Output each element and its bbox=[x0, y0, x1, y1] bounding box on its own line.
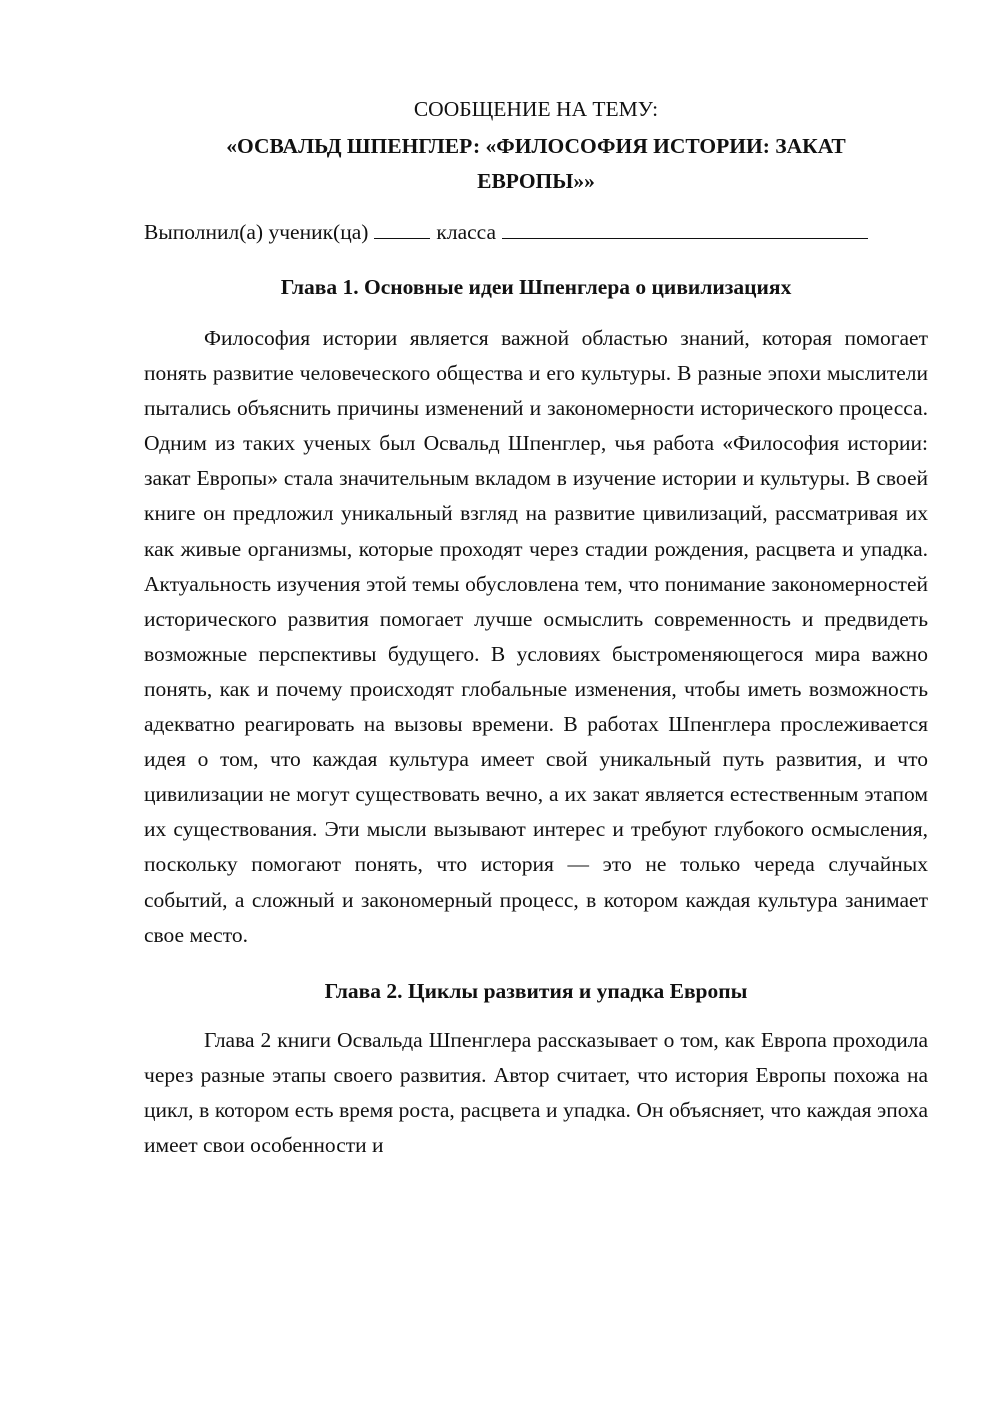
author-middle: класса bbox=[436, 220, 497, 244]
name-blank bbox=[502, 216, 868, 239]
document-header: СООБЩЕНИЕ НА ТЕМУ: bbox=[413, 97, 659, 121]
author-line bbox=[144, 215, 928, 250]
author-prefix: Выполнил(а) ученик(ца) bbox=[144, 220, 369, 244]
chapter-1-heading: Глава 1. Основные идеи Шпенглера о цивилизациях bbox=[280, 275, 792, 299]
chapter-2-heading: Глава 2. Циклы развития и упадка Европы bbox=[324, 978, 748, 1003]
document-title-line-1: «ОСВАЛЬД ШПЕНГЛЕР: «ФИЛОСОФИЯ ИСТОРИИ: ЗАКАТ bbox=[226, 134, 846, 158]
chapter-1-paragraph: Философия истории является важной областью знаний, которая помогает понять развитие человеческого общества и его культуры. В разные эпохи мыслители пытались объяснить причины изменений и закономерности исторического процесса. Одним из таких ученых был Освальд Шпенглер, чья работа «Философия истории: закат Европы» стала значительным вкладом в изучение истории и культуры. В своей книге он предложил уникальный взгляд на развитие цивилизаций, рассматривая их как живые организмы, которые проходят через стадии рождения, расцвета и упадка. Актуальность изучения этой темы обусловлена тем, что понимание закономерностей исторического развития помогает лучше осмыслить современность и предвидеть возможные перспективы будущего. В условиях быстроменяющегося мира важно понять, как и почему происходят глобальные изменения, чтобы иметь возможность адекватно реагировать на вызовы времени. В работах Шпенглера прослеживается идея о том, что каждая культура имеет свой уникальный путь развития, и что цивилизации не могут существовать вечно, а их закат является естественным этапом их существования. Эти мысли вызывают интерес и требуют глубокого осмысления, поскольку помогают понять, что история — это не только череда случайных событий, а сложный и закономерный процесс, в котором каждая культура занимает свое место. bbox=[144, 326, 928, 947]
chapter-2-paragraph: Глава 2 книги Освальда Шпенглера рассказывает о том, как Европа проходила через разные этапы своего развития. Автор считает, что история Европы похожа на цикл, в котором есть время роста, расцвета и упадка. Он объясняет, что каждая эпоха имеет свои особенности и bbox=[144, 1027, 928, 1157]
document-title-line-2: ЕВРОПЫ»» bbox=[477, 169, 595, 193]
document-page bbox=[144, 92, 928, 1163]
grade-blank bbox=[374, 216, 430, 239]
